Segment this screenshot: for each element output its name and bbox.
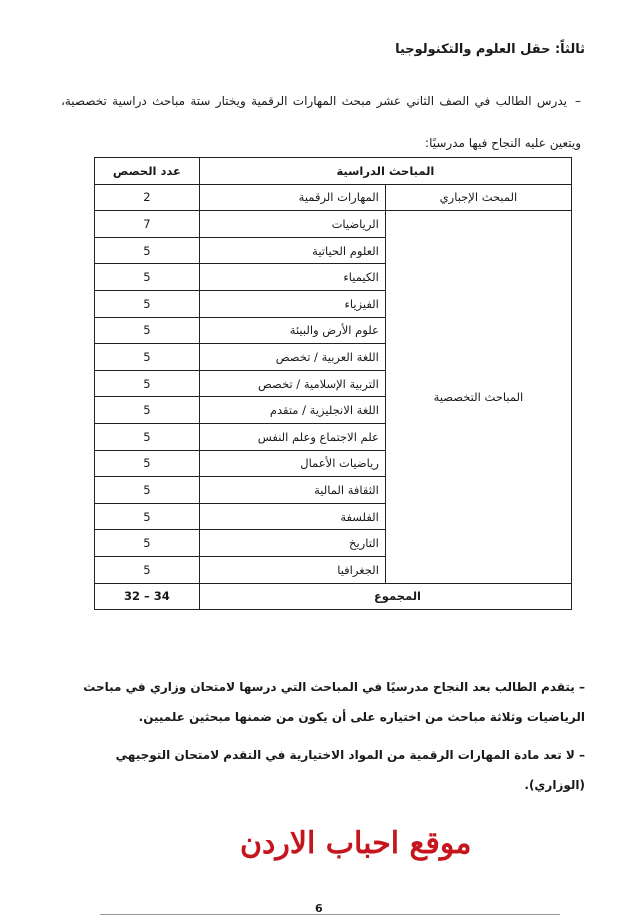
page-number: 6 — [315, 902, 323, 915]
section-heading: ثالثاً: حقل العلوم والتكنولوجيا — [395, 42, 585, 57]
subject-cell: التربية الإسلامية / تخصص — [199, 370, 385, 397]
periods-cell: 5 — [95, 423, 200, 450]
subject-cell: علوم الأرض والبيئة — [199, 317, 385, 344]
periods-cell: 5 — [95, 344, 200, 371]
intro-paragraph — [61, 80, 581, 164]
periods-cell: 5 — [95, 370, 200, 397]
periods-cell: 5 — [95, 237, 200, 264]
subject-cell: اللغة العربية / تخصص — [199, 344, 385, 371]
table-total-row — [95, 583, 572, 610]
periods-cell: 5 — [95, 264, 200, 291]
subject-cell: التاريخ — [199, 530, 385, 557]
total-label: المجموع — [199, 583, 571, 610]
subject-cell: الفلسفة — [199, 503, 385, 530]
periods-cell: 5 — [95, 503, 200, 530]
periods-cell: 5 — [95, 317, 200, 344]
periods-cell: 5 — [95, 556, 200, 583]
subject-cell: علم الاجتماع وعلم النفس — [199, 423, 385, 450]
header-periods: عدد الحصص — [95, 158, 200, 185]
notes — [55, 672, 585, 800]
periods-cell: 5 — [95, 450, 200, 477]
subject-cell: الفيزياء — [199, 290, 385, 317]
note-item: – يتقدم الطالب بعد النجاح مدرسيًا في المباحث التي درسها لامتحان وزاري في مباحث الرياضيات وثلاثة مباحث من اختياره على أن يكون من ضمنها مبحثين علميين. — [83, 680, 585, 724]
site-watermark: موقع احباب الاردن — [240, 826, 472, 861]
periods-cell: 5 — [95, 397, 200, 424]
subject-cell: الرياضيات — [199, 211, 385, 238]
table-row-mandatory — [95, 184, 572, 211]
subject-cell: رياضيات الأعمال — [199, 450, 385, 477]
periods-cell: 5 — [95, 530, 200, 557]
periods-cell: 5 — [95, 477, 200, 504]
periods-cell: 5 — [95, 290, 200, 317]
subject-cell: الجغرافيا — [199, 556, 385, 583]
total-value: 34 – 32 — [95, 583, 200, 610]
intro-text: يدرس الطالب في الصف الثاني عشر مبحث المهارات الرقمية ويختار ستة مباحث دراسية تخصصية، ويتعين عليه النجاح فيها مدرسيًا: — [61, 94, 581, 150]
elective-group-label: المباحث التخصصية — [385, 211, 571, 583]
periods-cell: 7 — [95, 211, 200, 238]
intro-dash: – — [575, 94, 581, 108]
subjects-table — [94, 157, 572, 610]
header-subjects: المباحث الدراسية — [199, 158, 571, 185]
table-row — [95, 211, 572, 238]
table-header-row — [95, 158, 572, 185]
subject-cell: الثقافة المالية — [199, 477, 385, 504]
subject-cell: الكيمياء — [199, 264, 385, 291]
mandatory-periods: 2 — [95, 184, 200, 211]
mandatory-group-label: المبحث الإجباري — [385, 184, 571, 211]
note-item: – لا تعد مادة المهارات الرقمية من المواد الاختيارية في التقدم لامتحان التوجيهي (الوزاري). — [115, 748, 585, 792]
subject-cell: اللغة الانجليزية / متقدم — [199, 397, 385, 424]
subject-cell: العلوم الحياتية — [199, 237, 385, 264]
footer-rule — [100, 914, 560, 915]
mandatory-subject: المهارات الرقمية — [199, 184, 385, 211]
